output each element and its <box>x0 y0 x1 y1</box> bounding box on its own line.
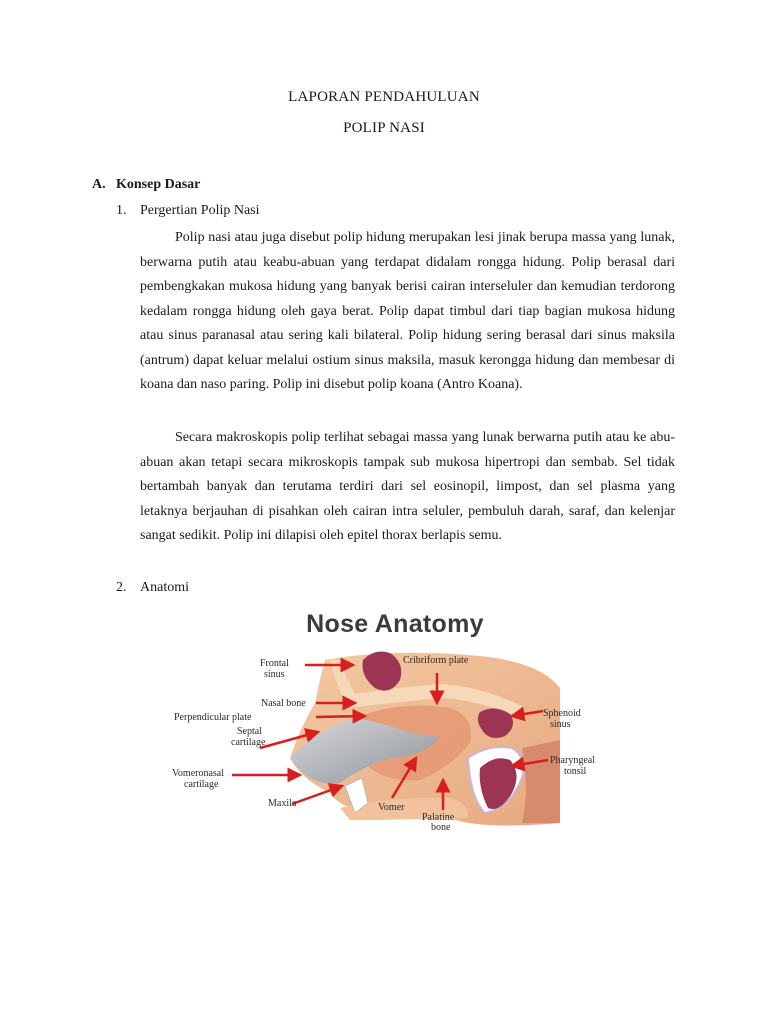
list-item-label: Anatomi <box>140 580 189 595</box>
label-vomeronasal-cartilage: cartilage <box>184 779 219 790</box>
document-subtitle: POLIP NASI <box>343 120 425 136</box>
label-frontal-sinus: Frontal <box>260 658 289 669</box>
paragraph-macroscopic: Secara makroskopis polip terlihat sebagai massa yang lunak berwarna putih atau ke abu-abuan akan tetapi secara mikroskopis tampak sub mukosa hipertropi dan sembab. Sel tidak bertambah banyak dan terutama terdiri dari sel eosinopil, limpost, dan sel plasma yang letaknya berjauhan di pisahkan oleh cairan intra seluler, pembuluh darah, saraf, dan kelenjar sangat sedikit. Polip ini dilapisi oleh epitel thorax berlapis semu. <box>140 430 675 543</box>
label-palatine-bone: bone <box>431 822 451 833</box>
label-palatine-bone: Palatine <box>422 812 455 823</box>
figure-title: Nose Anatomy <box>306 610 484 638</box>
section-heading <box>92 177 200 193</box>
label-vomeronasal-cartilage: Vomeronasal <box>172 768 225 779</box>
list-item-definition <box>116 203 260 219</box>
label-pharyngeal-tonsil: tonsil <box>564 766 587 777</box>
list-item-label: Pergertian Polip Nasi <box>140 203 260 218</box>
label-vomer: Vomer <box>378 802 405 813</box>
section-label: Konsep Dasar <box>116 177 201 192</box>
label-pharyngeal-tonsil: Pharyngeal <box>550 755 595 766</box>
label-nasal-bone: Nasal bone <box>261 698 306 709</box>
label-septal-cartilage: Septal <box>237 726 262 737</box>
list-marker: 1. <box>116 203 127 218</box>
list-marker: 2. <box>116 580 127 595</box>
nose-anatomy-figure <box>150 608 640 853</box>
label-sphenoid-sinus: Sphenoid <box>543 708 581 719</box>
section-marker: A. <box>92 177 106 192</box>
list-item-anatomy <box>116 580 189 596</box>
label-frontal-sinus: sinus <box>264 669 285 680</box>
document-title: LAPORAN PENDAHULUAN <box>288 89 480 105</box>
label-maxilla: Maxila <box>268 798 297 809</box>
label-sphenoid-sinus: sinus <box>550 719 571 730</box>
paragraph-definition: Polip nasi atau juga disebut polip hidung merupakan lesi jinak berupa massa yang lunak, berwarna putih atau keabu-abuan yang terdapat didalam rongga hidung. Polip berasal dari pembengkakan mukosa hidung yang banyak berisi cairan interseluler dan kemudian terdorong kedalam rongga hidung oleh gaya berat. Polip dapat timbul dari tiap bagian mukosa hidung atau sinus paranasal atau sering kali bilateral. Polip hidung sering berasal dari sinus maksila (antrum) dapat keluar melalui ostium sinus maksila, masuk kerongga hidung dan membesar di koana dan naso paring. Polip ini disebut polip koana (Antro Koana). <box>140 230 675 392</box>
posterior-tissue <box>522 740 560 823</box>
anatomy-diagram <box>150 608 640 853</box>
label-septal-cartilage: cartilage <box>231 737 266 748</box>
label-perpendicular-plate: Perpendicular plate <box>174 712 252 723</box>
label-cribriform-plate: Cribriform plate <box>403 655 469 666</box>
